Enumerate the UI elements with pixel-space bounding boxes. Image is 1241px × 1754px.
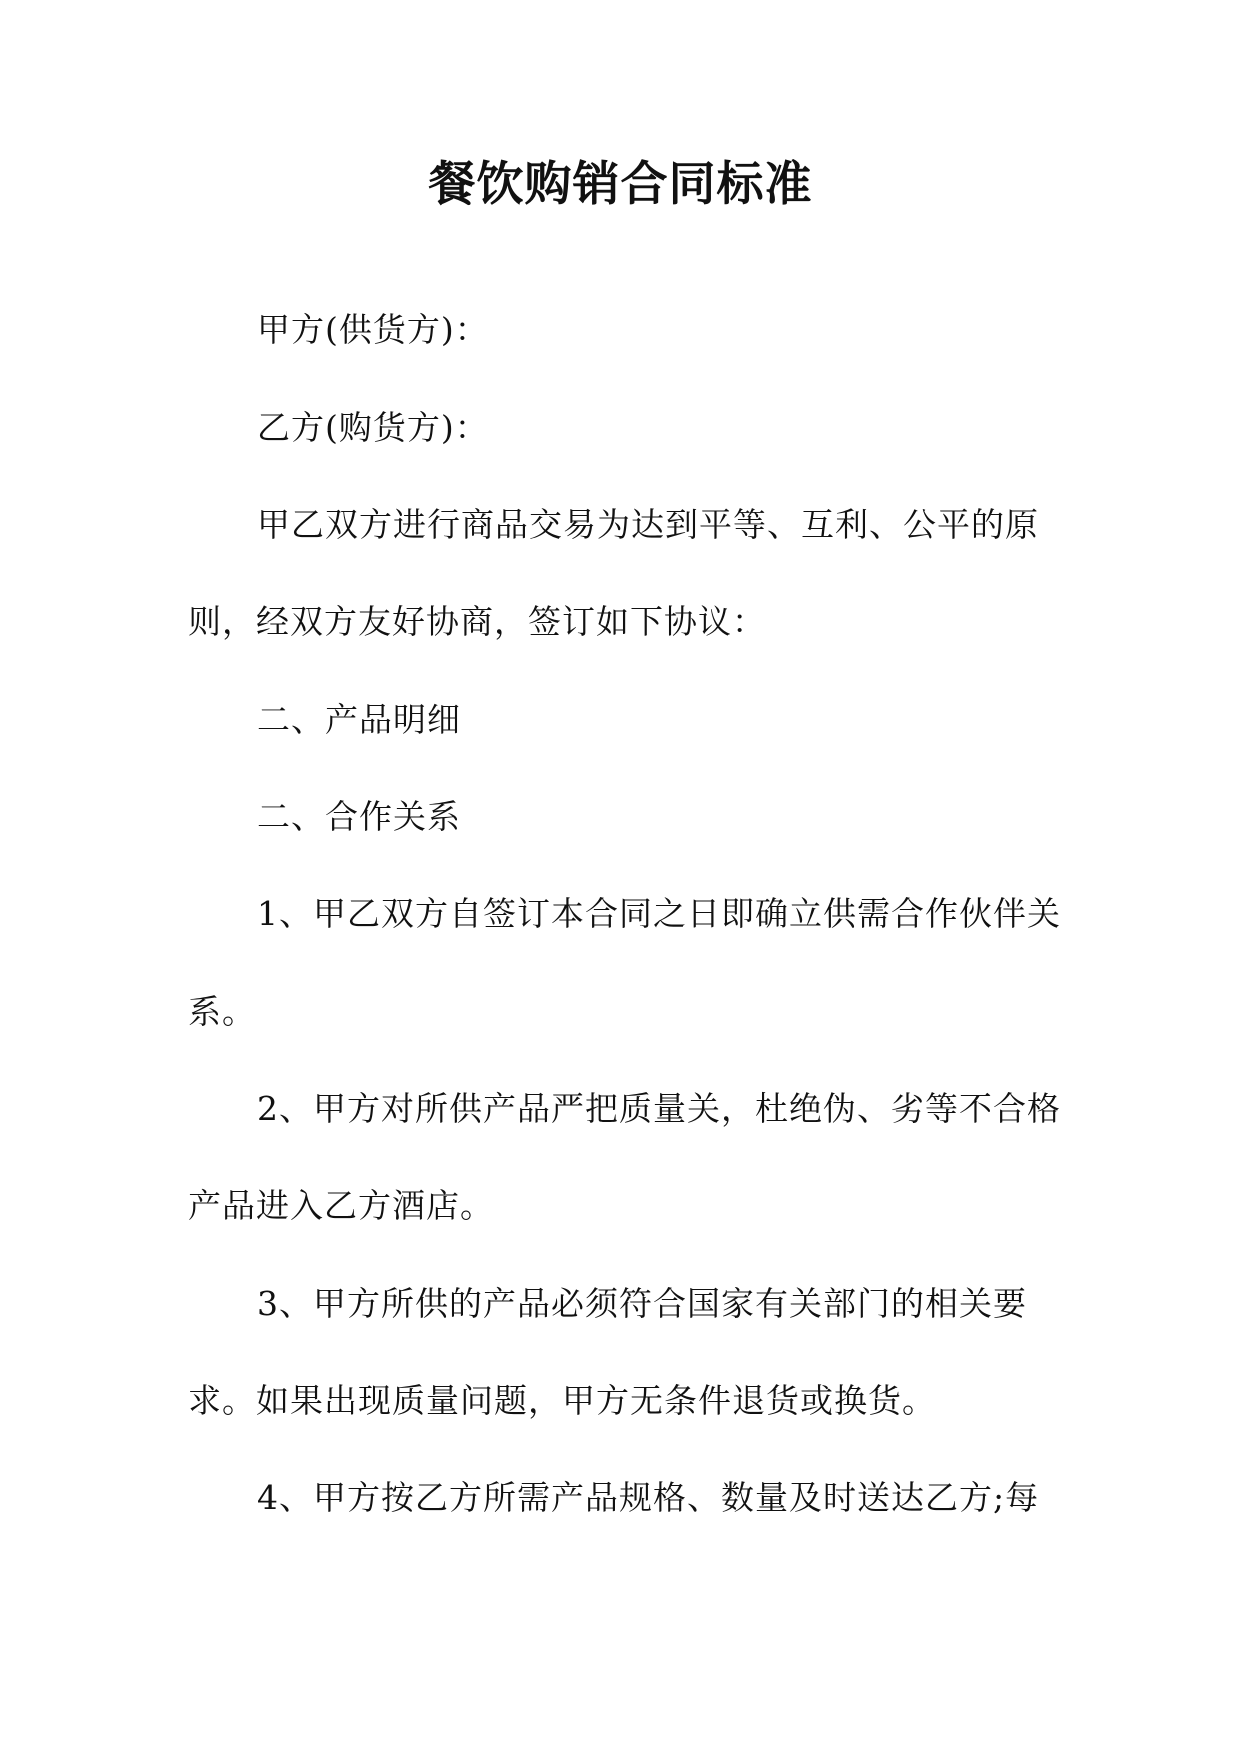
paragraph-line: 则，经双方友好协商，签订如下协议：	[188, 602, 766, 641]
clause-line: 系。	[188, 992, 256, 1031]
document-title: 餐饮购销合同标准	[428, 157, 813, 212]
section-heading: 二、合作关系	[257, 797, 461, 836]
clause-line: 3、甲方所供的产品必须符合国家有关部门的相关要	[257, 1284, 1027, 1323]
party-b-line: 乙方(购货方)：	[257, 408, 489, 447]
clause-line: 2、甲方对所供产品严把质量关，杜绝伪、劣等不合格	[257, 1089, 1061, 1128]
clause-line: 4、甲方按乙方所需产品规格、数量及时送达乙方;每	[257, 1478, 1040, 1517]
party-a-line: 甲方(供货方)：	[257, 310, 489, 349]
clause-line: 1、甲乙双方自签订本合同之日即确立供需合作伙伴关	[257, 894, 1061, 933]
section-heading: 二、产品明细	[257, 700, 461, 739]
paragraph-line: 甲乙双方进行商品交易为达到平等、互利、公平的原	[257, 505, 1039, 544]
clause-line: 求。如果出现质量问题，甲方无条件退货或换货。	[188, 1381, 936, 1420]
clause-line: 产品进入乙方酒店。	[188, 1186, 494, 1225]
